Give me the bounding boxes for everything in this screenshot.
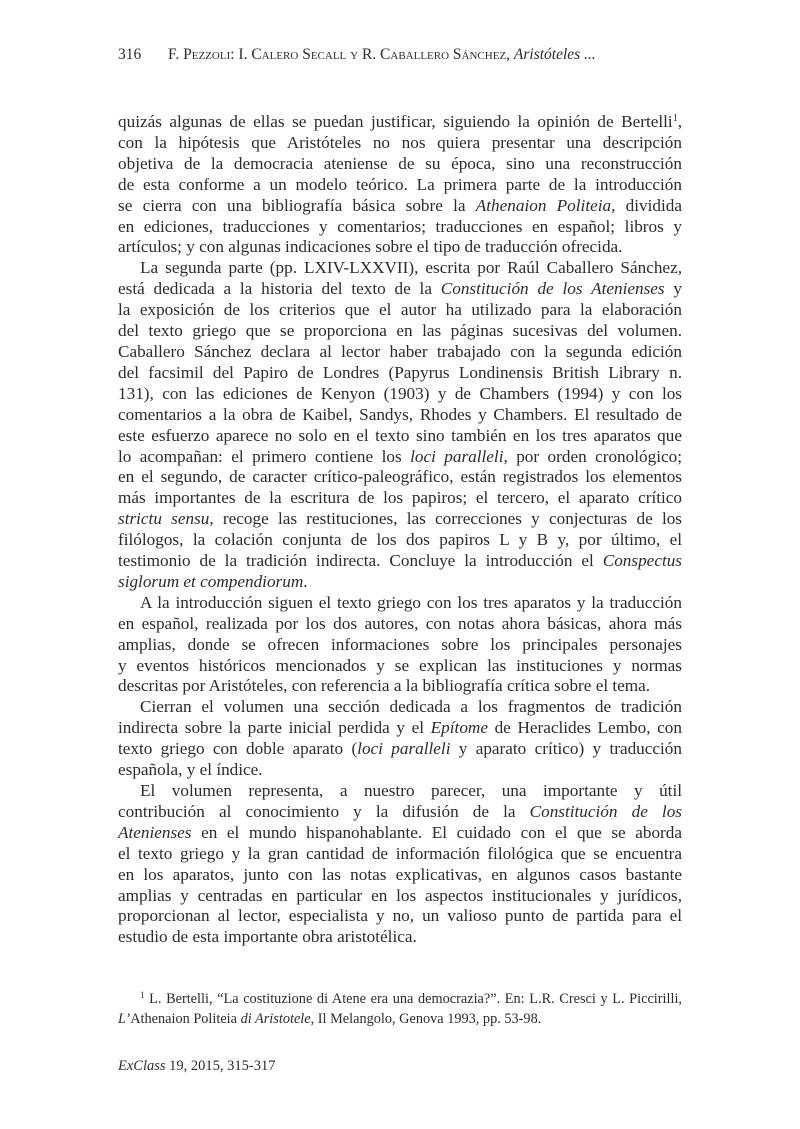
text-line — [118, 384, 682, 405]
text-run: de Heraclides Lembo, con — [487, 718, 682, 738]
italic-text: strictu sensu — [118, 509, 210, 529]
text-line — [118, 279, 682, 300]
text-line — [118, 760, 682, 781]
text-line — [118, 258, 682, 279]
paragraph — [118, 593, 682, 698]
text-run: más importantes de la escritura de los papiros; el tercero, el aparato crítico — [118, 488, 682, 508]
text-line — [118, 572, 682, 593]
text-run: amplias y centradas en particular en los aspectos institucionales y jurídicos, — [118, 885, 682, 905]
footnote — [118, 989, 682, 1029]
italic-text: L’ — [118, 1011, 131, 1027]
text-line — [118, 488, 682, 509]
text-run: española, y el índice. — [118, 760, 263, 780]
text-run: Athenaion Politeia — [130, 1011, 241, 1027]
running-footer — [118, 1058, 276, 1075]
text-run: en los aparatos, junto con las notas explicativas, en algunos casos bastante — [118, 864, 682, 884]
text-line — [118, 509, 682, 530]
text-run: indirecta sobre la parte inicial perdida y el — [118, 718, 431, 738]
italic-text: Epítome — [430, 718, 488, 738]
text-run: objetiva de la democracia ateniense de su época, sino una reconstrucción — [118, 153, 682, 173]
text-run: y eventos históricos mencionados y se explican las instituciones y normas — [118, 655, 682, 675]
paragraph — [118, 781, 682, 948]
text-run: la exposición de los criterios que el autor ha utilizado para la elaboración — [118, 300, 682, 320]
text-run: en el mundo hispanohablante. El cuidado con el que se aborda — [191, 822, 682, 842]
text-line — [118, 196, 682, 217]
running-header — [118, 46, 596, 64]
text-run: de esta conforme a un modelo teórico. La primera parte de la introducción — [118, 174, 682, 194]
text-line — [118, 906, 682, 927]
text-line — [118, 342, 682, 363]
page-number: 316 — [118, 46, 142, 63]
text-run: Cierran el volumen una sección dedicada a los fragmentos de tradición — [140, 697, 682, 717]
paragraph — [118, 989, 682, 1029]
italic-text: Constitución de los Atenienses — [440, 279, 665, 299]
text-line — [118, 781, 682, 802]
text-line — [118, 844, 682, 865]
text-run: se cierra con una bibliografía básica sobre la — [118, 195, 476, 215]
text-line — [118, 614, 682, 635]
text-line — [118, 467, 682, 488]
text-run: El volumen representa, a nuestro parecer, una importante y útil — [140, 781, 682, 800]
italic-text: loci paralleli — [357, 739, 451, 759]
text-line — [118, 593, 682, 614]
text-run: comentarios a la obra de Kaibel, Sandys, Rhodes y Chambers. El resultado de — [118, 404, 682, 424]
text-line — [118, 237, 682, 258]
text-line — [118, 112, 682, 133]
footnote-marker: 1 — [140, 990, 145, 1000]
text-run: en ediciones, traducciones y comentarios; traducciones en español; libros y — [118, 216, 682, 236]
text-run: del texto griego que se proporciona en las páginas sucesivas del volumen. — [118, 321, 682, 341]
text-run: 131), con las ediciones de Kenyon (1903) y de Chambers (1994) y con los — [118, 383, 682, 403]
italic-text: Constitución de los — [529, 801, 682, 821]
text-line — [118, 363, 682, 384]
italic-text: Atenienses — [118, 822, 192, 842]
footnote-marker: 1 — [672, 113, 678, 124]
text-line — [118, 927, 682, 948]
body-text — [118, 112, 682, 948]
paragraph — [118, 697, 682, 781]
text-line — [118, 656, 682, 677]
text-run: en español, realizada por los dos autores, con notas ahora básicas, ahora más — [118, 613, 682, 633]
text-run: descritas por Aristóteles, con referencia a la bibliografía crítica sobre el tema. — [118, 676, 651, 696]
text-run: , — [677, 112, 682, 131]
text-run: filólogos, la colación conjunta de los dos papiros L y B y, por último, el — [118, 530, 682, 550]
text-line — [118, 175, 682, 196]
text-run: Caballero Sánchez declara al lector haber trabajado con la segunda edición — [118, 341, 682, 361]
text-run: lo acompañan: el primero contiene los — [118, 446, 411, 466]
text-line — [118, 426, 682, 447]
text-line — [118, 635, 682, 656]
text-line — [118, 321, 682, 342]
header-title: Aristóteles ... — [513, 46, 596, 63]
text-line — [118, 718, 682, 739]
italic-text: loci paralleli — [410, 446, 504, 466]
text-line — [118, 989, 682, 1009]
italic-text: siglorum et compendiorum — [118, 571, 304, 591]
text-run: L. Bertelli, “La costituzione di Atene era una democrazia?”. En: L.R. Cresci y L. Piccirilli, — [144, 991, 682, 1007]
italic-text: di Aristotele — [240, 1011, 311, 1027]
text-line — [118, 739, 682, 760]
header-authors: F. Pezzoli: I. Calero Secall y R. Caballero Sánchez, — [168, 46, 514, 63]
italic-text: Athenaion Politeia — [475, 195, 612, 215]
text-run: proporcionan al lector, especialista y no, un valioso punto de partida para el — [118, 906, 682, 926]
journal-citation: 19, 2015, 315-317 — [165, 1058, 276, 1074]
text-line — [118, 865, 682, 886]
text-run: quizás algunas de ellas se puedan justificar, siguiendo la opinión de Bertelli — [118, 112, 673, 131]
text-line — [118, 217, 682, 238]
text-run: , Il Melangolo, Genova 1993, pp. 53-98. — [310, 1011, 542, 1027]
text-run: y — [664, 279, 682, 299]
text-run: con la hipótesis que Aristóteles no nos quiera presentar una descripción — [118, 132, 682, 152]
text-line — [118, 1009, 682, 1029]
text-run: en el segundo, de caracter crítico-paleográfico, están registrados los elementos — [118, 467, 682, 487]
text-run: . — [303, 571, 308, 591]
text-run: este esfuerzo aparece no solo en el texto sino también en los tres aparatos que — [118, 425, 682, 445]
text-line — [118, 300, 682, 321]
text-run: y aparato crítico) y traducción — [450, 739, 682, 759]
text-line — [118, 823, 682, 844]
text-run: La segunda parte (pp. LXIV-LXXVII), escrita por Raúl Caballero Sánchez, — [140, 258, 682, 278]
text-line — [118, 405, 682, 426]
text-run: testimonio de la tradición indirecta. Concluye la introducción el — [118, 551, 603, 571]
text-line — [118, 133, 682, 154]
text-line — [118, 447, 682, 468]
paragraph — [118, 258, 682, 593]
text-run: amplias, donde se ofrecen informaciones sobre los principales personajes — [118, 634, 682, 654]
text-run: contribución al conocimiento y la difusión de la — [118, 801, 530, 821]
text-line — [118, 802, 682, 823]
text-run: , dividida — [611, 195, 682, 215]
italic-text: Conspectus — [602, 551, 682, 571]
text-line — [118, 154, 682, 175]
paragraph — [118, 112, 682, 258]
text-run: A la introducción siguen el texto griego con los tres aparatos y la traducción — [140, 592, 682, 612]
text-run: está dedicada a la historia del texto de la — [118, 279, 441, 299]
text-run: texto griego con doble aparato ( — [118, 739, 358, 759]
text-line — [118, 697, 682, 718]
text-run: estudio de esta importante obra aristotélica. — [118, 927, 417, 947]
text-run: el texto griego y la gran cantidad de información filológica que se encuentra — [118, 843, 682, 863]
text-line — [118, 530, 682, 551]
text-line — [118, 676, 682, 697]
text-line — [118, 886, 682, 907]
text-run: , recoge las restituciones, las correcciones y conjecturas de los — [209, 509, 682, 529]
text-run: , por orden cronológico; — [503, 446, 682, 466]
text-run: del facsimil del Papiro de Londres (Papyrus Londinensis British Library n. — [118, 362, 682, 382]
text-run: artículos; y con algunas indicaciones sobre el tipo de traducción ofrecida. — [118, 237, 623, 257]
journal-name: ExClass — [118, 1058, 166, 1074]
text-line — [118, 551, 682, 572]
